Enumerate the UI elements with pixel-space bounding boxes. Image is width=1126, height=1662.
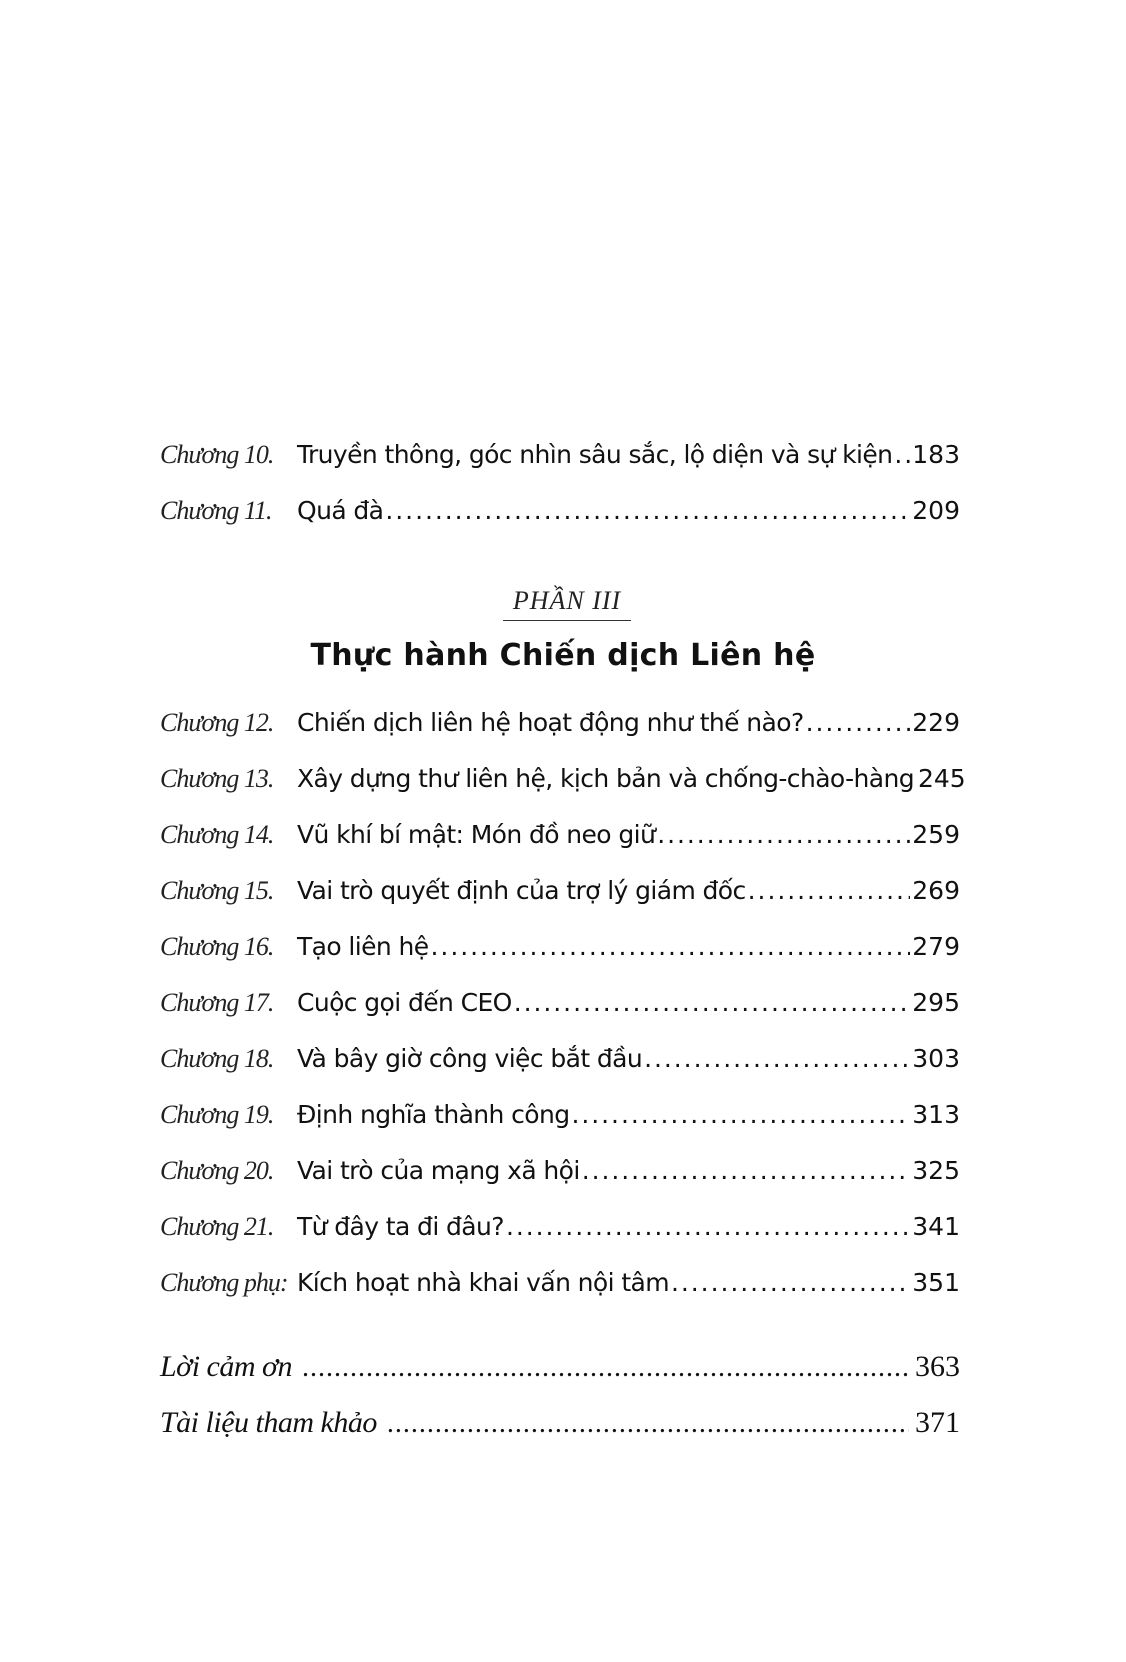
chapter-title: Chiến dịch liên hệ hoạt động như thế nào? bbox=[297, 708, 804, 737]
chapter-page-number: 245 bbox=[917, 764, 966, 793]
chapter-title: Kích hoạt nhà khai vấn nội tâm bbox=[297, 1268, 669, 1297]
back-matter-page-number: 363 bbox=[915, 1350, 960, 1383]
chapter-page-number: 325 bbox=[912, 1156, 960, 1185]
dot-leader bbox=[506, 1212, 910, 1241]
dot-leader bbox=[582, 1156, 911, 1185]
chapter-title: Và bây giờ công việc bắt đầu bbox=[297, 1044, 643, 1073]
chapter-label: Chương 10. bbox=[160, 440, 274, 469]
dot-leader bbox=[431, 932, 911, 961]
back-matter-title: Tài liệu tham khảo bbox=[160, 1406, 377, 1439]
toc-entry-chapter-20[interactable] bbox=[160, 1156, 960, 1200]
chapter-title: Định nghĩa thành công bbox=[297, 1100, 570, 1129]
chapter-title: Truyền thông, góc nhìn sâu sắc, lộ diện và sự kiện bbox=[297, 440, 893, 469]
chapter-title: Quá đà bbox=[297, 496, 384, 525]
dot-leader bbox=[387, 1408, 909, 1440]
dot-leader bbox=[657, 820, 910, 849]
chapter-title: Vũ khí bí mật: Món đồ neo giữ bbox=[297, 820, 656, 849]
toc-entry-chapter-19[interactable] bbox=[160, 1100, 960, 1144]
part-label: PHẦN III bbox=[503, 586, 631, 621]
toc-entry-chapter-16[interactable] bbox=[160, 932, 960, 976]
chapter-page-number: 279 bbox=[912, 932, 960, 961]
toc-entry-chapter-13[interactable] bbox=[160, 764, 966, 808]
chapter-label: Chương 18. bbox=[160, 1044, 274, 1073]
chapter-label: Chương 15. bbox=[160, 876, 274, 905]
chapter-page-number: 259 bbox=[912, 820, 960, 849]
chapter-label: Chương 11. bbox=[160, 496, 272, 525]
chapter-page-number: 229 bbox=[912, 708, 960, 737]
part-title: Thực hành Chiến dịch Liên hệ bbox=[310, 638, 816, 673]
back-matter-title: Lời cảm ơn bbox=[160, 1350, 293, 1383]
toc-entry-chapter-14[interactable] bbox=[160, 820, 960, 864]
toc-entry-chapter-17[interactable] bbox=[160, 988, 960, 1032]
chapter-page-number: 209 bbox=[912, 496, 960, 525]
dot-leader bbox=[671, 1268, 910, 1297]
chapter-page-number: 313 bbox=[912, 1100, 960, 1129]
chapter-label: Chương 21. bbox=[160, 1212, 274, 1241]
toc-entry-references[interactable] bbox=[160, 1406, 960, 1452]
chapter-title: Xây dựng thư liên hệ, kịch bản và chống-chào-hàng bbox=[297, 764, 914, 793]
toc-entry-chapter-10[interactable] bbox=[160, 440, 960, 484]
chapter-title: Vai trò của mạng xã hội bbox=[297, 1156, 580, 1185]
chapter-title: Từ đây ta đi đâu? bbox=[297, 1212, 504, 1241]
chapter-label: Chương 19. bbox=[160, 1100, 274, 1129]
chapter-title: Cuộc gọi đến CEO bbox=[297, 988, 512, 1017]
chapter-page-number: 341 bbox=[912, 1212, 960, 1241]
dot-leader bbox=[644, 1044, 910, 1073]
chapter-label: Chương 12. bbox=[160, 708, 274, 737]
dot-leader bbox=[302, 1352, 909, 1384]
chapter-label: Chương phụ: bbox=[160, 1268, 288, 1297]
toc-entry-acknowledgements[interactable] bbox=[160, 1350, 960, 1396]
toc-entry-appendix-chapter[interactable] bbox=[160, 1268, 960, 1312]
toc-entry-chapter-12[interactable] bbox=[160, 708, 960, 752]
chapter-page-number: 269 bbox=[912, 876, 960, 905]
chapter-label: Chương 17. bbox=[160, 988, 274, 1017]
dot-leader bbox=[571, 1100, 910, 1129]
toc-entry-chapter-15[interactable] bbox=[160, 876, 960, 920]
chapter-title: Vai trò quyết định của trợ lý giám đốc bbox=[297, 876, 746, 905]
chapter-label: Chương 14. bbox=[160, 820, 274, 849]
chapter-page-number: 295 bbox=[912, 988, 960, 1017]
chapter-page-number: 351 bbox=[912, 1268, 960, 1297]
back-matter-page-number: 371 bbox=[915, 1406, 960, 1439]
dot-leader bbox=[385, 496, 910, 525]
chapter-page-number: 183 bbox=[912, 440, 960, 469]
chapter-title: Tạo liên hệ bbox=[297, 932, 429, 961]
dot-leader bbox=[748, 876, 911, 905]
chapter-label: Chương 13. bbox=[160, 764, 274, 793]
chapter-label: Chương 16. bbox=[160, 932, 274, 961]
chapter-label: Chương 20. bbox=[160, 1156, 274, 1185]
toc-entry-chapter-18[interactable] bbox=[160, 1044, 960, 1088]
toc-entry-chapter-21[interactable] bbox=[160, 1212, 960, 1256]
dot-leader bbox=[894, 440, 910, 469]
dot-leader bbox=[806, 708, 911, 737]
dot-leader bbox=[514, 988, 911, 1017]
chapter-page-number: 303 bbox=[912, 1044, 960, 1073]
toc-entry-chapter-11[interactable] bbox=[160, 496, 960, 540]
